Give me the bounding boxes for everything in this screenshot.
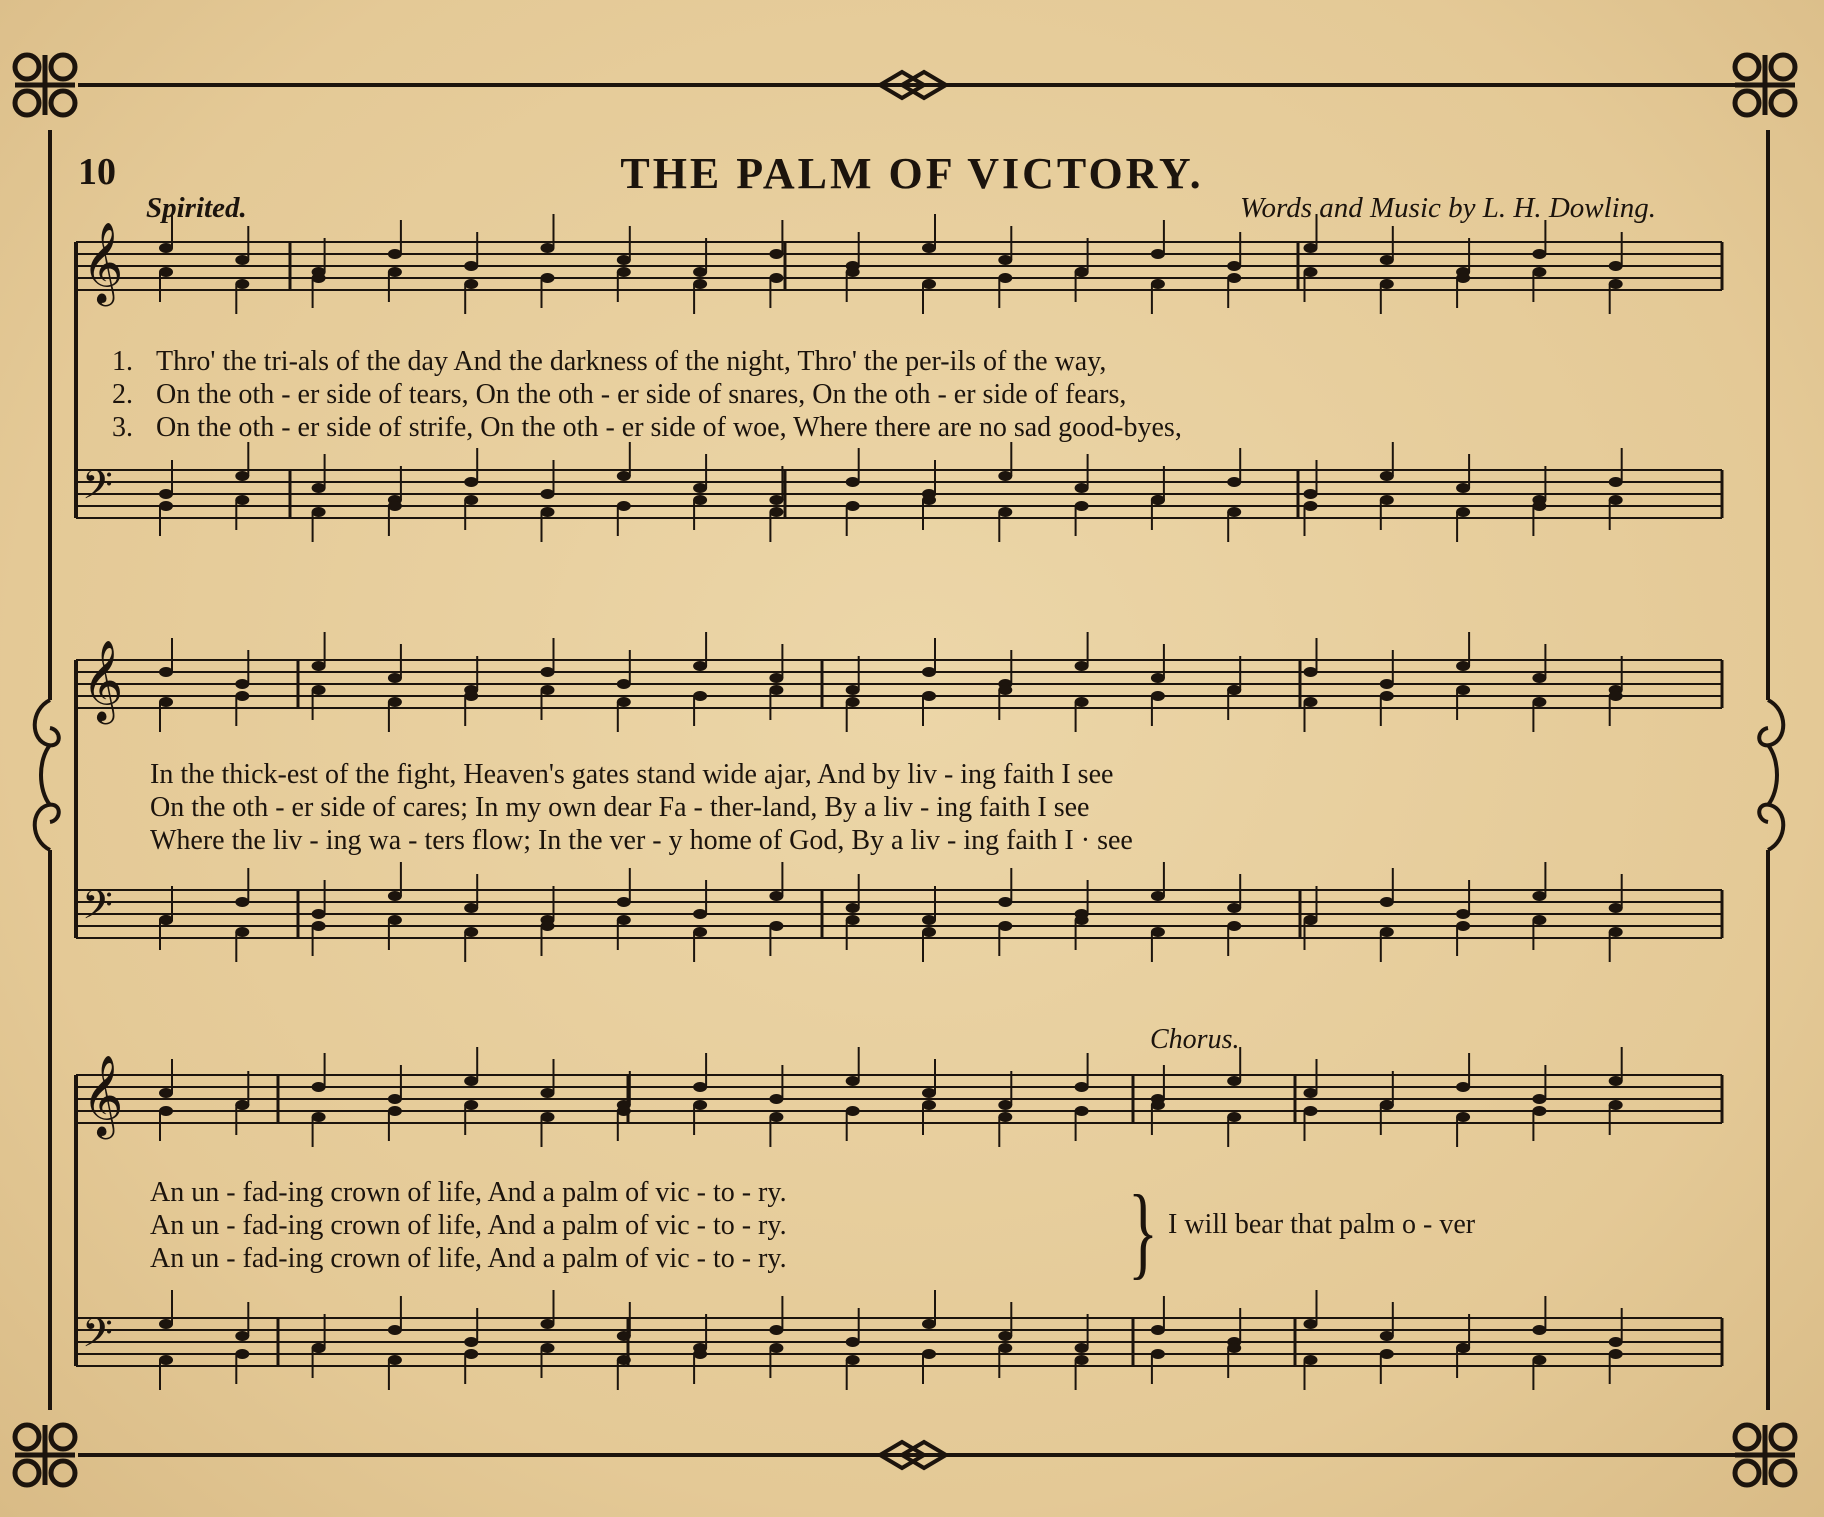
note-head xyxy=(464,279,478,289)
note-head xyxy=(1456,909,1470,919)
lyric-line xyxy=(112,345,1712,378)
note-head xyxy=(541,1319,555,1329)
note-head xyxy=(1609,1100,1623,1110)
note-head xyxy=(1151,495,1165,505)
note-head xyxy=(388,1355,402,1365)
note-head xyxy=(769,921,783,931)
note-head xyxy=(769,1094,783,1104)
note-head xyxy=(388,249,402,259)
note-head xyxy=(617,897,631,907)
lyric-text: Thro' the tri-als of the day And the darkness of the night, Thro' the per-ils of the way, xyxy=(156,346,1107,377)
note-head xyxy=(464,1100,478,1110)
note-head xyxy=(998,507,1012,517)
treble-clef: 𝄞 xyxy=(82,639,124,721)
note-head xyxy=(464,477,478,487)
note-head xyxy=(1304,915,1318,925)
note-head xyxy=(1075,697,1089,707)
lyric-line: On the oth - er side of cares; In my own dear Fa - ther-land, By a liv - ing faith I see xyxy=(150,792,1090,823)
note-head xyxy=(846,1355,860,1365)
note-head xyxy=(769,673,783,683)
note-head xyxy=(235,471,249,481)
note-head xyxy=(846,903,860,913)
note-head xyxy=(1075,1106,1089,1116)
lyric-line: An un - fad-ing crown of life, And a palm of vic - to - ry. xyxy=(150,1177,787,1208)
note-head xyxy=(1075,661,1089,671)
note-head xyxy=(693,1349,707,1359)
note-head xyxy=(1075,1082,1089,1092)
note-head xyxy=(1380,927,1394,937)
note-head xyxy=(1456,483,1470,493)
note-head xyxy=(1304,667,1318,677)
note-head xyxy=(998,1112,1012,1122)
note-head xyxy=(235,679,249,689)
note-head xyxy=(922,279,936,289)
note-head xyxy=(541,273,555,283)
note-head xyxy=(769,1112,783,1122)
note-head xyxy=(235,255,249,265)
note-head xyxy=(617,1331,631,1341)
note-head xyxy=(769,273,783,283)
note-head xyxy=(159,1088,173,1098)
note-head xyxy=(1304,1106,1318,1116)
note-head xyxy=(846,915,860,925)
note-head xyxy=(693,661,707,671)
note-head xyxy=(1227,685,1241,695)
note-head xyxy=(1380,1331,1394,1341)
hymn-title: THE PALM OF VICTORY. xyxy=(620,149,1204,198)
note-head xyxy=(1609,1349,1623,1359)
note-head xyxy=(1380,1349,1394,1359)
note-head xyxy=(159,489,173,499)
note-head xyxy=(1227,1076,1241,1086)
note-head xyxy=(159,915,173,925)
note-head xyxy=(769,891,783,901)
note-head xyxy=(159,267,173,277)
note-head xyxy=(1380,495,1394,505)
note-head xyxy=(922,1349,936,1359)
note-head xyxy=(464,495,478,505)
note-head xyxy=(1304,697,1318,707)
note-head xyxy=(1456,661,1470,671)
note-head xyxy=(464,1349,478,1359)
note-head xyxy=(388,501,402,511)
note-head xyxy=(617,255,631,265)
page-number: 10 xyxy=(78,151,116,193)
treble-clef: 𝄞 xyxy=(82,1054,124,1136)
note-head xyxy=(1609,261,1623,271)
note-head xyxy=(617,697,631,707)
note-head xyxy=(312,273,326,283)
note-head xyxy=(1456,1082,1470,1092)
lyric-line: Where the liv - ing wa - ters flow; In the ver - y home of God, By a liv - ing faith I · see xyxy=(150,825,1133,856)
note-head xyxy=(1304,501,1318,511)
note-head xyxy=(235,279,249,289)
note-head xyxy=(1075,1355,1089,1365)
note-head xyxy=(998,255,1012,265)
note-head xyxy=(312,685,326,695)
note-head xyxy=(846,685,860,695)
note-head xyxy=(1227,507,1241,517)
note-head xyxy=(846,1337,860,1347)
note-head xyxy=(617,1355,631,1365)
note-head xyxy=(1075,501,1089,511)
note-head xyxy=(541,1088,555,1098)
note-head xyxy=(769,1343,783,1353)
note-head xyxy=(1151,249,1165,259)
note-head xyxy=(1532,697,1546,707)
lyric-text: On the oth - er side of tears, On the oth - er side of snares, On the oth - er side of fears, xyxy=(156,379,1127,410)
lyric-line: An un - fad-ing crown of life, And a palm of vic - to - ry. xyxy=(150,1243,787,1274)
note-head xyxy=(1304,1088,1318,1098)
note-head xyxy=(159,667,173,677)
verse-number: 1. xyxy=(112,346,133,377)
note-head xyxy=(1456,1112,1470,1122)
note-head xyxy=(922,495,936,505)
bass-clef: 𝄢 xyxy=(82,882,113,938)
note-head xyxy=(998,471,1012,481)
lyric-text: On the oth - er side of strife, On the oth - er side of woe, Where there are no sad good-byes, xyxy=(156,412,1182,443)
note-head xyxy=(1151,1325,1165,1335)
note-head xyxy=(1304,489,1318,499)
note-head xyxy=(235,495,249,505)
note-head xyxy=(846,1076,860,1086)
note-head xyxy=(1227,1112,1241,1122)
note-head xyxy=(388,673,402,683)
note-head xyxy=(617,915,631,925)
tempo-marking: Spirited. xyxy=(146,192,247,224)
note-head xyxy=(541,685,555,695)
verse-number: 2. xyxy=(112,379,133,410)
note-head xyxy=(235,691,249,701)
note-head xyxy=(1609,903,1623,913)
note-head xyxy=(312,483,326,493)
note-head xyxy=(464,927,478,937)
note-head xyxy=(312,1082,326,1092)
note-head xyxy=(1532,501,1546,511)
lyric-line xyxy=(112,378,1712,411)
note-head xyxy=(388,915,402,925)
note-head xyxy=(922,915,936,925)
note-head xyxy=(693,279,707,289)
note-head xyxy=(1532,1094,1546,1104)
note-head xyxy=(159,1355,173,1365)
note-head xyxy=(1609,1076,1623,1086)
note-head xyxy=(922,691,936,701)
note-head xyxy=(769,1325,783,1335)
note-head xyxy=(693,483,707,493)
note-head xyxy=(388,1325,402,1335)
note-head xyxy=(1532,1355,1546,1365)
note-head xyxy=(1227,921,1241,931)
note-head xyxy=(1380,255,1394,265)
note-head xyxy=(464,903,478,913)
note-head xyxy=(1380,897,1394,907)
note-head xyxy=(1304,267,1318,277)
note-head xyxy=(1532,267,1546,277)
note-head xyxy=(1151,279,1165,289)
lyric-line xyxy=(112,411,1712,444)
note-head xyxy=(998,1100,1012,1110)
note-head xyxy=(541,667,555,677)
note-head xyxy=(312,909,326,919)
note-head xyxy=(846,477,860,487)
note-head xyxy=(1380,691,1394,701)
note-head xyxy=(1609,1337,1623,1347)
note-head xyxy=(1532,673,1546,683)
note-head xyxy=(922,1088,936,1098)
note-head xyxy=(541,243,555,253)
note-head xyxy=(312,1112,326,1122)
note-head xyxy=(464,1076,478,1086)
note-head xyxy=(1609,477,1623,487)
note-head xyxy=(1609,927,1623,937)
note-head xyxy=(769,685,783,695)
note-head xyxy=(693,1100,707,1110)
note-head xyxy=(1532,891,1546,901)
note-head xyxy=(235,1349,249,1359)
note-head xyxy=(1075,483,1089,493)
note-head xyxy=(1151,891,1165,901)
note-head xyxy=(693,267,707,277)
note-head xyxy=(1151,1100,1165,1110)
note-head xyxy=(693,495,707,505)
note-head xyxy=(1304,1319,1318,1329)
note-head xyxy=(1532,915,1546,925)
note-head xyxy=(541,507,555,517)
note-head xyxy=(312,661,326,671)
note-head xyxy=(846,1106,860,1116)
note-head xyxy=(464,261,478,271)
note-head xyxy=(1609,279,1623,289)
note-head xyxy=(1532,249,1546,259)
note-head xyxy=(235,897,249,907)
note-head xyxy=(541,1112,555,1122)
note-head xyxy=(1227,903,1241,913)
note-head xyxy=(1456,273,1470,283)
note-head xyxy=(846,267,860,277)
note-head xyxy=(541,489,555,499)
note-head xyxy=(998,1331,1012,1341)
note-head xyxy=(1227,273,1241,283)
note-head xyxy=(769,507,783,517)
note-head xyxy=(541,1343,555,1353)
note-head xyxy=(541,921,555,931)
note-head xyxy=(388,891,402,901)
note-head xyxy=(617,1106,631,1116)
note-head xyxy=(922,1319,936,1329)
note-head xyxy=(159,1106,173,1116)
note-head xyxy=(1151,927,1165,937)
note-head xyxy=(312,1343,326,1353)
note-head xyxy=(1304,1355,1318,1365)
note-head xyxy=(1380,679,1394,689)
note-head xyxy=(464,1337,478,1347)
note-head xyxy=(1380,1100,1394,1110)
note-head xyxy=(1151,1349,1165,1359)
note-head xyxy=(235,1100,249,1110)
note-head xyxy=(998,897,1012,907)
lyrics-system-1 xyxy=(112,345,1712,444)
lyric-line: An un - fad-ing crown of life, And a palm of vic - to - ry. xyxy=(150,1210,787,1241)
note-head xyxy=(617,679,631,689)
note-head xyxy=(1380,471,1394,481)
bass-clef: 𝄢 xyxy=(82,1310,113,1366)
note-head xyxy=(1227,261,1241,271)
note-head xyxy=(312,507,326,517)
chorus-refrain: I will bear that palm o - ver xyxy=(1168,1209,1476,1240)
note-head xyxy=(693,1082,707,1092)
note-head xyxy=(159,243,173,253)
note-head xyxy=(617,471,631,481)
note-head xyxy=(1456,507,1470,517)
note-head xyxy=(1151,673,1165,683)
note-head xyxy=(998,921,1012,931)
note-head xyxy=(235,927,249,937)
note-head xyxy=(1151,691,1165,701)
lyric-line: In the thick-est of the fight, Heaven's gates stand wide ajar, And by liv - ing faith I see xyxy=(150,759,1114,790)
note-head xyxy=(1075,1343,1089,1353)
note-head xyxy=(846,697,860,707)
note-head xyxy=(1532,1106,1546,1116)
note-head xyxy=(388,1094,402,1104)
note-head xyxy=(1609,495,1623,505)
lyrics-system-2 xyxy=(150,758,1750,857)
note-head xyxy=(1075,267,1089,277)
note-head xyxy=(693,927,707,937)
note-head xyxy=(998,685,1012,695)
note-head xyxy=(1227,477,1241,487)
note-head xyxy=(1456,921,1470,931)
note-head xyxy=(769,249,783,259)
note-head xyxy=(1380,279,1394,289)
lyrics-system-3 xyxy=(150,1176,787,1275)
note-head xyxy=(846,501,860,511)
note-head xyxy=(312,921,326,931)
note-head xyxy=(1532,1325,1546,1335)
note-head xyxy=(1304,243,1318,253)
note-head xyxy=(1456,685,1470,695)
verse-number: 3. xyxy=(112,412,133,443)
note-head xyxy=(159,697,173,707)
note-head xyxy=(617,501,631,511)
note-head xyxy=(769,495,783,505)
note-head xyxy=(1075,915,1089,925)
chorus-label: Chorus. xyxy=(1150,1024,1240,1055)
chorus-brace: } xyxy=(1127,1174,1158,1289)
note-head xyxy=(388,1106,402,1116)
note-head xyxy=(922,243,936,253)
note-head xyxy=(464,691,478,701)
treble-clef: 𝄞 xyxy=(82,221,124,303)
note-head xyxy=(617,267,631,277)
note-head xyxy=(693,909,707,919)
composer-credit: Words and Music by L. H. Dowling. xyxy=(1240,192,1656,224)
note-head xyxy=(922,927,936,937)
note-head xyxy=(1609,691,1623,701)
note-head xyxy=(922,667,936,677)
note-head xyxy=(998,273,1012,283)
note-head xyxy=(159,501,173,511)
note-head xyxy=(1456,1343,1470,1353)
note-head xyxy=(159,1319,173,1329)
note-head xyxy=(235,1331,249,1341)
note-head xyxy=(998,1343,1012,1353)
note-head xyxy=(388,267,402,277)
bass-clef: 𝄢 xyxy=(82,462,113,518)
note-head xyxy=(693,691,707,701)
note-head xyxy=(922,1100,936,1110)
note-head xyxy=(1227,1343,1241,1353)
note-head xyxy=(388,697,402,707)
